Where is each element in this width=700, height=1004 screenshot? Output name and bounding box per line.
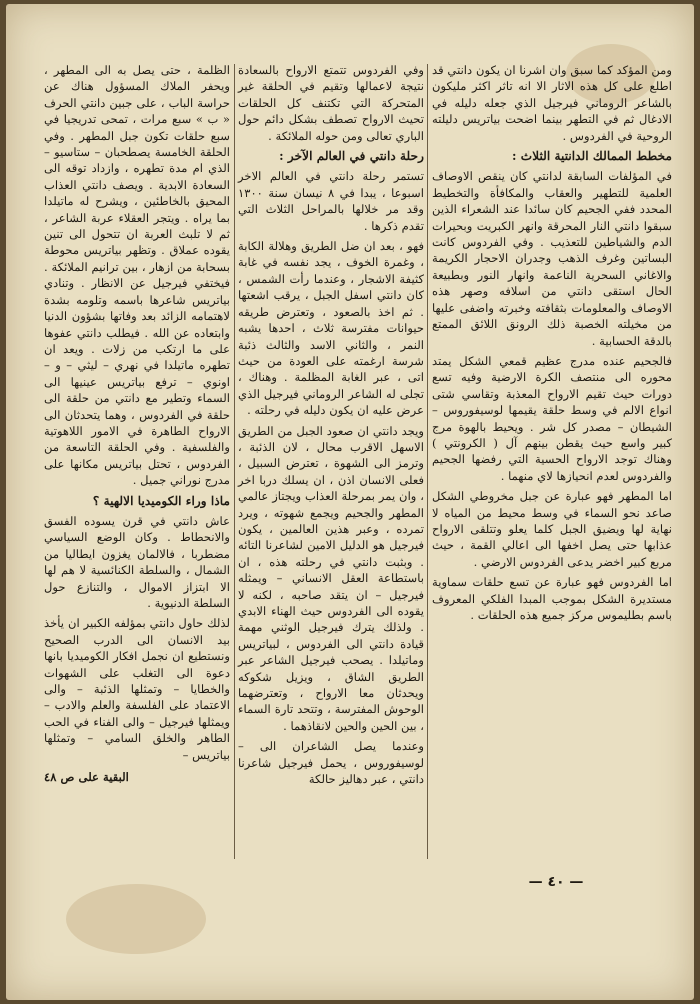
paragraph: وفي الفردوس تتمتع الارواح بالسعادة نتيجة لاعمالها وتقيم في الحلقة غير المتحركة التي تكتنف كل الحلقات تحيث الارواح تصطف بشكل دائم حول الباري تعالى ومن حوله الملائكة . (238, 63, 424, 143)
section-heading: مخطط الممالك الدانتية الثلاث : (511, 149, 672, 164)
middle-column (238, 62, 424, 791)
paragraph: فهو ، بعد ان ضل الطريق وهلالة الكابة ، وغمرة الخوف ، يجد نفسه في غابة كثيفة الاشجار ، وعندما رأت الشمس ، كان دانتي اسفل الجبل ، يرقب اشعتها . ثم اخذ بالصعود ، وتعترض طريقه حيوانات مفترسة ثلاث ، احدها يشبه النمر ، والثاني الاسد والثالث ذئبة شرسة ارغمته على العودة من حيث اتى ، عبر الغابة المظلمة . وهناك ، تجلى له الشاعر الروماني فيرجيل الذي عرض عليه ان يكون دليله في رحلته . (238, 239, 424, 418)
paragraph: اما الفردوس فهو عبارة عن تسع حلقات سماوية مستديرة الشكل بموجب المبدا الفلكي المعروف باسم بطليموس مركز جميع هذه الحلقات . (432, 575, 672, 622)
section-heading: ماذا وراء الكوميديا الالهية ؟ (92, 493, 230, 508)
paragraph: عاش دانتي في قرن يسوده الفسق والانحطاط . وكان الوضع السياسي مضطربا ، فالالمان يغزون ايطاليا من الشمال ، والسلطة الكنائسية لا هم لها الا ابتزاز الاموال ، والتنازع حول السلطة الدنيوية . (44, 513, 230, 610)
paragraph: ويجد دانتي ان صعود الجبل من الطريق الاسهل الاقرب محال ، لان الذئبة ، وترمز الى الشهوة ، تعترض السبيل ، فعلى الانسان اذن ، ان يسلك دربا اخر ، وان يمر بمرحلة العذاب ويجتاز عالمي المطهر والجحيم ويجمع شهوته ، ويرد تمرده ، وعبر هذين العالمين ، يكون فيرجيل هو الدليل الامين لشاعرنا التائه . وبثبت دانتي في رحلته هذه ، ان باستطاعة العقل الانساني – ويمثله فيرجيل – ان يتقد صاحبه ، لكنه لا يقوده الى الفردوس حيث الهناء الابدي . ولذلك يترك فيرجيل الوثني مهمة قيادة دانتي الى الفردوس ، لبياتريس وماتيلدا . يصحب فيرجيل الشاعر عبر الطريق الشاق ، ويزيل شكوكه ويحدثان معا الارواح ، وتعترضهما الوحوش المفترسة ، وتتحد تارة السماء ، بين الحين والحين لانقاذهما . (238, 423, 424, 733)
right-column (432, 62, 672, 627)
paragraph: في المؤلفات السابقة لدانتي كان ينقص الاوصاف العلمية للتطهير والعقاب والمكافأة والتخطيط المحدد ففي الجحيم كان سائدا عند الشعراء الذين سبقوا دانتي النار المحرقة وانهر الكبريت وبحيرات الدم والشياطين للتعذيب . وفي الفردوس كانت البساتين وغرف الذهب وجدران الاحجار الكريمة والاغاني السحرية الناعمة وانهار النور وبطبيعة الحال استقى دانتي من اسلافه وصهر هذه الاوصاف والمعلومات بثقافته وخبرته واضفى عليها من مخيلته الخصبة ذلك الرونق اللائق الممتع بالدقة الحسابية . (432, 169, 672, 348)
column-divider (427, 64, 428, 859)
continued-note: البقية على ص ٤٨ (44, 770, 129, 785)
section-heading: رحلة دانتي في العالم الآخر : (279, 149, 424, 164)
paragraph: ومن المؤكد كما سبق وان اشرنا ان يكون دانتي قد اطلع على كل هذه الاثار الا انه تاثر اكثر مليكون بالشاعر الروماني فيرجيل الذي جعله دليله في الادغال ثم في التطهر بينما اضحت بياتريس دليلته الروحية في الفردوس . (432, 63, 672, 143)
paper-stain (66, 884, 206, 954)
left-column (44, 62, 230, 785)
paragraph: لذلك حاول دانتي بمؤلفه الكبير ان يأخذ بيد الانسان الى الدرب الصحيح ونستطيع ان نجمل افكار الكوميديا بانها دعوة الى التغلب على الشهوات والخطايا – وتمثلها الذئبة – والى الاعتماد على الفلسفة والعلم والادب – ويمثلها فيرجيل – والى الفناء في الحب الطاهر والخلق السامي – وتمثلها بياتريس – (44, 616, 230, 762)
paragraph: تستمر رحلة دانتي في العالم الاخر اسبوعا ، يبدا في ٨ نيسان سنة ١٣٠٠ وقد مر خلالها بالمراحل الثلاث التي تقدم ذكرها . (238, 169, 424, 233)
page-number: — ٤٠ — (528, 874, 584, 890)
paragraph: اما المطهر فهو عبارة عن جبل مخروطي الشكل صاعد نحو السماء في وسط محيط من المياه لا نهاية لها ويضيق الجبل كلما يعلو وتتلقى الارواح عذابها حتى يصل اخفها الى اعالي القمة ، حيث مربع كبير اخضر يدعى الفردوس الارضي . (432, 489, 672, 569)
paragraph: وعندما يصل الشاعران الى – لوسيفوروس ، يحمل فيرجيل شاعرنا دانتي ، عبر دهاليز حالكة (238, 739, 424, 787)
magazine-page (6, 4, 694, 1000)
paragraph: فالجحيم عنده مدرج عظيم قمعي الشكل يمتد محوره الى منتصف الكرة الارضية وفيه تسع دورات حيث تقيم الارواح المعذبة وتقاسي شتى انواع الالم في وسط حلقة يقيمها لوسيفوروس – الشيطان – مصدر كل شر . ويحيط بالهوة مرج كبير واسع حيث يقطن بينهم آل ( الكرونتي ) وهناك توجد الارواح الحسية التي رفضها الجحيم والفردوس لعدم انحيازها لاي منهما . (432, 353, 672, 483)
paragraph: الظلمة ، حتى يصل به الى المطهر ، ويحفر الملاك المسؤول هناك عن حراسة الباب ، على جبين دانتي الحرف « ب » سبع مرات ، تمحى تدريجيا في سبع حلقات تكون جبل المطهر . وفي الحلقة الخامسة يصطحبان – ستاسيو – الذي ام مدة تطهره ، وازداد توقه الى السعادة الابدية . ويصف دانتي العذاب المحيق بالخاطئين ، ويشرح له ماتيلدا بما يراه . ويتجر العقلاء عربة الشاعر ، ثم لا تلبث العربة ان تتحول الى تنين يقوده عملاق . وتظهر بياتريس محوطة بسحابة من ازهار ، بين ترانيم الملائكة . فيختفي فيرجيل عن الانظار . وتنادي بياتريس شاعرها باسمه وتلومه بشدة لاهتمامه الزائد بعد وفاتها بشؤون الدنيا وابتعاده عن الله . فيطلب دانتي عفوها على ما ارتكب من زلات . ويعد ان تطهره ماتيلدا في نهري – ليثي – و – اونوي – ترفع بياتريس عينيها الى السماء وتطير مع دانتي من حلقة الى حلقة في الفردوس ، وهما يتحدثان الى الارواح الطاهرة في الامور اللاهوتية والفلسفية . وفي الحلقة التاسعة من الفردوس ، تحتل بياتريس مكانها على مدرج نوراني جميل . (44, 63, 230, 488)
column-divider (234, 64, 235, 859)
